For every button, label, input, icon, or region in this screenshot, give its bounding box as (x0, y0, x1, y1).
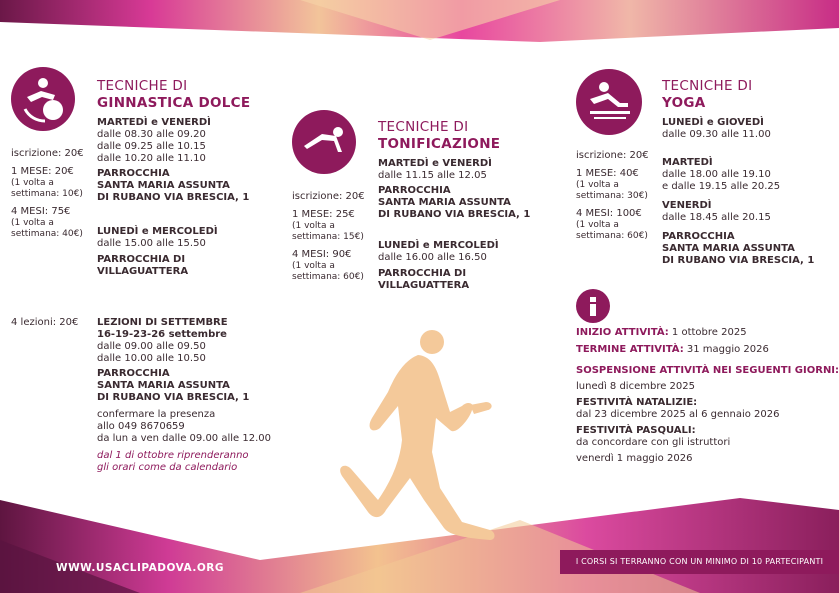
time-row: dalle 11.15 alle 12.05 (378, 170, 487, 181)
time-row: dalle 16.00 alle 16.50 (378, 252, 487, 263)
confirm-phone: allo 049 8670659 (97, 421, 185, 432)
place-line: SANTA MARIA ASSUNTA (97, 380, 230, 391)
may-day: venerdì 1 maggio 2026 (576, 453, 693, 464)
christmas-value: dal 23 dicembre 2025 al 6 gennaio 2026 (576, 409, 780, 420)
col3-schedule-2: MARTEDÌ dalle 18.00 alle 19.10 e dalle 19.15 alle 20.25 VENERDÌ dalle 18.45 alle 20.15 PARROCCHIA SANTA MARIA ASSUNTA DI RUBANO VIA BRESCIA, 1 (662, 157, 815, 266)
place-line: SANTA MARIA ASSUNTA (662, 243, 795, 254)
col1-heading-bold: GINNASTICA DOLCE (97, 95, 251, 111)
yoga-pose-icon (576, 69, 642, 135)
end-label: TERMINE ATTIVITÀ: (576, 344, 684, 355)
place-line: DI RUBANO VIA BRESCIA, 1 (97, 192, 250, 203)
place-line: PARROCCHIA (378, 185, 451, 196)
christmas-label: FESTIVITÀ NATALIZIE: (576, 397, 698, 408)
website-link[interactable]: WWW.USACLIPADOVA.ORG (56, 562, 224, 574)
col2-schedule-1: MARTEDÌ e VENERDÌ dalle 11.15 alle 12.05 PARROCCHIA SANTA MARIA ASSUNTA DI RUBANO VIA BRESCIA, 1 (378, 158, 531, 220)
time-row: dalle 09.00 alle 09.50 (97, 341, 206, 352)
time-row: dalle 09.25 alle 10.15 (97, 141, 206, 152)
price-4-months: 4 MESI: 90€ (292, 249, 352, 260)
price-4-months: 4 MESI: 100€ (576, 208, 642, 219)
time-row: dalle 10.20 alle 11.10 (97, 153, 206, 164)
col2-heading-light: TECNICHE DI (378, 119, 469, 135)
gymnastics-ball-icon (11, 67, 75, 131)
price-1-month: 1 MESE: 40€ (576, 168, 639, 179)
time-row: e dalle 19.15 alle 20.25 (662, 181, 781, 192)
col2-prices: iscrizione: 20€ 1 MESE: 25€ (1 volta a settimana: 15€) 4 MESI: 90€ (1 volta a settimana: 60€) (292, 191, 365, 282)
place-line: PARROCCHIA (97, 368, 170, 379)
col2-schedule-2: LUNEDÌ e MERCOLEDÌ dalle 16.00 alle 16.50 PARROCCHIA DI VILLAGUATTERA (378, 240, 499, 291)
col3-heading-light: TECNICHE DI (662, 78, 753, 94)
minimum-notice: I CORSI SI TERRANNO CON UN MINIMO DI 10 PARTECIPANTI (575, 557, 824, 566)
place-line: DI RUBANO VIA BRESCIA, 1 (378, 209, 531, 220)
time-row: dalle 08.30 alle 09.20 (97, 129, 206, 140)
september-dates: 16-19-23-26 settembre (97, 329, 227, 340)
start-value: 1 ottobre 2025 (668, 327, 747, 338)
col1-schedule-1: MARTEDÌ e VENERDÌ dalle 08.30 alle 09.20 dalle 09.25 alle 10.15 dalle 10.20 alle 11.10 PARROCCHIA SANTA MARIA ASSUNTA DI RUBANO VIA BRESCIA, 1 (97, 117, 250, 203)
september-title: LEZIONI DI SETTEMBRE (97, 317, 228, 328)
price-4-months: 4 MESI: 75€ (11, 206, 71, 217)
price-registration: iscrizione: 20€ (576, 150, 649, 161)
info-block (576, 327, 839, 465)
yoga-icon-circle (576, 69, 642, 135)
place-line: PARROCCHIA (97, 168, 170, 179)
info-icon (576, 289, 610, 323)
place-line: DI RUBANO VIA BRESCIA, 1 (97, 392, 250, 403)
easter-value: da concordare con gli istruttori (576, 437, 731, 448)
resume-note: gli orari come da calendario (97, 462, 238, 473)
confirm-line: da lun a ven dalle 09.00 alle 12.00 (97, 433, 271, 444)
col3-schedule-1: LUNEDÌ e GIOVEDÌ dalle 09.30 alle 11.00 (662, 117, 771, 140)
col3-prices: iscrizione: 20€ 1 MESE: 40€ (1 volta a settimana: 30€) 4 MESI: 100€ (1 volta a settimana: 60€) (576, 150, 649, 241)
price-1-month: 1 MESE: 25€ (292, 209, 355, 220)
toning-icon-circle (292, 110, 356, 174)
col1-day-b: VENERDÌ (161, 117, 211, 128)
col1-day-a: MARTEDÌ (97, 117, 148, 128)
place-line: PARROCCHIA (662, 231, 735, 242)
price-registration: iscrizione: 20€ (11, 148, 84, 159)
time-row: dalle 09.30 alle 11.00 (662, 129, 771, 140)
place-line: SANTA MARIA ASSUNTA (378, 197, 511, 208)
place-line: PARROCCHIA DI (378, 268, 467, 279)
price-1-month: 1 MESE: 20€ (11, 166, 74, 177)
place-line: DI RUBANO VIA BRESCIA, 1 (662, 255, 815, 266)
place-line: PARROCCHIA DI (97, 254, 186, 265)
col1-prices: iscrizione: 20€ 1 MESE: 20€ (1 volta a settimana: 10€) 4 MESI: 75€ (1 volta a settimana: 40€) (11, 148, 84, 239)
gymnastics-icon-circle (11, 67, 75, 131)
col1-schedule-2: LUNEDÌ e MERCOLEDÌ dalle 15.00 alle 15.50 PARROCCHIA DI VILLAGUATTERA (97, 226, 218, 277)
info-icon-circle (576, 289, 610, 323)
september-lessons (97, 317, 271, 474)
col1-heading-light: TECNICHE DI (97, 78, 188, 94)
col2-heading-bold: TONIFICAZIONE (378, 136, 501, 152)
september-price: 4 lezioni: 20€ (11, 317, 79, 328)
resume-note: dal 1 di ottobre riprenderanno (97, 450, 249, 461)
time-row: dalle 18.45 alle 20.15 (662, 212, 771, 223)
suspension-title: SOSPENSIONE ATTIVITÀ NEI SEGUENTI GIORNI: (576, 365, 839, 376)
confirm-line: confermare la presenza (97, 409, 216, 420)
time-row: dalle 18.00 alle 19.10 (662, 169, 771, 180)
col3-heading-bold: YOGA (662, 95, 706, 111)
end-value: 31 maggio 2026 (683, 344, 769, 355)
time-row: dalle 10.00 alle 10.50 (97, 353, 206, 364)
plank-exercise-icon (292, 110, 356, 174)
suspension-date: lunedì 8 dicembre 2025 (576, 381, 695, 392)
time-row: dalle 15.00 alle 15.50 (97, 238, 206, 249)
place-line: VILLAGUATTERA (97, 266, 189, 277)
start-label: INIZIO ATTIVITÀ: (576, 327, 669, 338)
place-line: VILLAGUATTERA (378, 280, 470, 291)
easter-label: FESTIVITÀ PASQUALI: (576, 425, 696, 436)
runner-silhouette (340, 330, 494, 540)
minimum-participants-banner (560, 550, 839, 574)
price-registration: iscrizione: 20€ (292, 191, 365, 202)
place-line: SANTA MARIA ASSUNTA (97, 180, 230, 191)
